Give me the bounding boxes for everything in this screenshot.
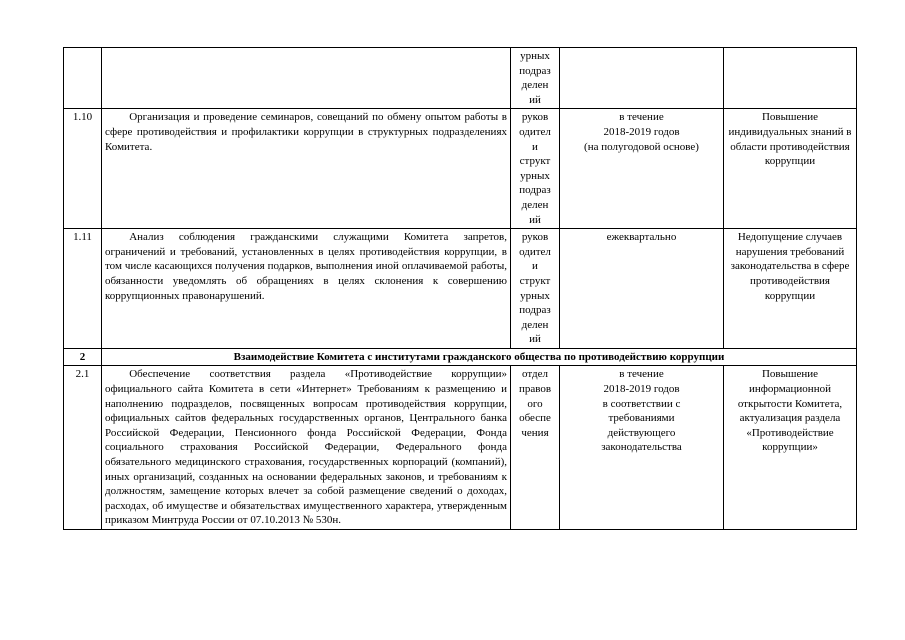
item-responsible: руков одител и структ урных подраз делен ий <box>511 229 560 349</box>
item-description: Обеспечение соответствия раздела «Противодействие коррупции» официального сайта Комитета в сети «Интернет» Требованиям к размещению и наполнению подразделов, посвященных вопросам противодействия коррупции, официальных сайтов федеральных государственных органов, Центрального банка Российской Федерации, Пенсионного фонда Российской Федерации, Фонда социального страхования Российской Федерации, Федерального фонда обязательного медицинского страхования, государственных корпораций (компаний), иных организаций, созданных на основании федеральных законов, и требованиям к должностям, замещение которых влечет за собой размещение сведений о доходах, расходах, об имуществе и обязательствах имущественного характера, утвержденным приказом Минтруда России от 07.10.2013 № 530н. <box>102 366 511 530</box>
item-description <box>102 48 511 109</box>
section-title: Взаимодействие Комитета с институтами гражданского общества по противодействию коррупции <box>102 348 857 366</box>
item-term: в течение 2018-2019 годов в соответствии с требованиями действующего законодательства <box>560 366 724 530</box>
table-row <box>64 109 857 229</box>
section-number: 2 <box>64 348 102 366</box>
item-result <box>724 48 857 109</box>
item-number: 1.10 <box>64 109 102 229</box>
item-responsible: отдел правов ого обеспе чения <box>511 366 560 530</box>
table-row <box>64 229 857 349</box>
item-result: Повышение индивидуальных знаний в области противодействия коррупции <box>724 109 857 229</box>
item-number <box>64 48 102 109</box>
item-result: Повышение информационной открытости Комитета, актуализация раздела «Противодействие коррупции» <box>724 366 857 530</box>
item-responsible: руков одител и структ урных подраз делен ий <box>511 109 560 229</box>
item-responsible: урных подраз делен ий <box>511 48 560 109</box>
section-header-row <box>64 348 857 366</box>
item-description: Организация и проведение семинаров, совещаний по обмену опытом работы в сфере противодействия и профилактики коррупции в структурных подразделениях Комитета. <box>102 109 511 229</box>
table-row <box>64 48 857 109</box>
anti-corruption-plan-table <box>63 47 857 530</box>
table-row <box>64 366 857 530</box>
item-number: 1.11 <box>64 229 102 349</box>
item-description: Анализ соблюдения гражданскими служащими Комитета запретов, ограничений и требований, установленных в целях противодействия коррупции, в том числе касающихся получения подарков, выполнения иной оплачиваемой работы, обязанности уведомлять об обращениях в целях склонения к совершению коррупционных правонарушений. <box>102 229 511 349</box>
item-term: в течение 2018-2019 годов (на полугодовой основе) <box>560 109 724 229</box>
item-term: ежеквартально <box>560 229 724 349</box>
item-result: Недопущение случаев нарушения требований законодательства в сфере противодействия коррупции <box>724 229 857 349</box>
item-term <box>560 48 724 109</box>
item-number: 2.1 <box>64 366 102 530</box>
